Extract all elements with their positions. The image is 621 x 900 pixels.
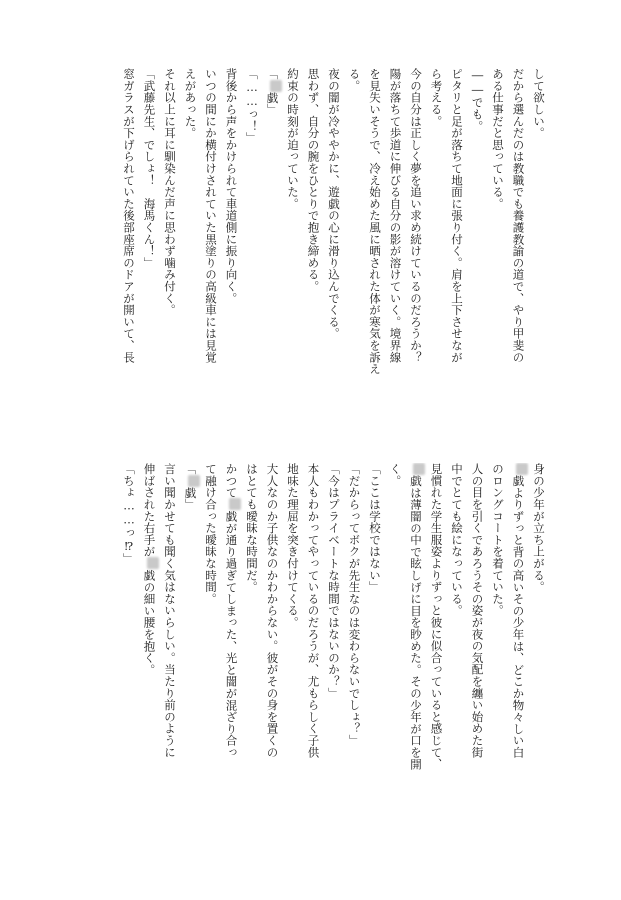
text-line: 「だからってボクが先生なのは変わらないでしょ？」 bbox=[347, 463, 362, 747]
text-line: だから選んだのは教職でも養護教諭の道で、やり甲斐の bbox=[511, 68, 526, 363]
text-line: 地味た理屈を突き付けてくる。 bbox=[286, 463, 300, 629]
text-line: る。 bbox=[347, 68, 362, 92]
text-line: それ以上に耳に馴染んだ声に思わず噛み付く。 bbox=[163, 68, 177, 316]
redacted-character bbox=[270, 80, 282, 92]
text-line: 「戯」 bbox=[183, 463, 198, 511]
text-line: 戯よりずっと背の高いその少年は、どこか物々しい白 bbox=[508, 463, 529, 803]
text-line: 本人もわかってやっているのだろうが、尤もらしく子供 bbox=[306, 463, 321, 758]
text-line: 言い聞かせても聞く気はないらしい。当たり前のように bbox=[163, 463, 177, 758]
text-line: 「戯」 bbox=[265, 68, 280, 116]
text-line: 約束の時刻が迫っていた。 bbox=[286, 68, 300, 210]
text-line: 戯は薄闇の中で眩しげに目を眇めた。その少年が口を開 bbox=[406, 463, 427, 803]
text-line: 陽が落ちて歩道に伸びる自分の影が溶けていく。境界線 bbox=[388, 68, 403, 363]
text-line: 今の自分は正しく夢を追い求め続けているのだろうか？ bbox=[409, 68, 423, 363]
text-line: 窓ガラスが下げられていた後部座席のドアが開いて、長 bbox=[122, 68, 136, 363]
text-line: 人の目を引くであろうその姿が夜の気配を纏い始めた街 bbox=[470, 463, 485, 758]
text-line: 背後から声をかけられて車道側に振り向く。 bbox=[224, 68, 239, 304]
text-line: 思わず、自分の腕をひとりで抱き締める。 bbox=[306, 68, 321, 293]
text-line: ある仕事だと思っている。 bbox=[491, 68, 505, 210]
redacted-character bbox=[188, 475, 200, 487]
lower-text-block bbox=[119, 463, 550, 803]
redacted-character bbox=[413, 463, 425, 475]
text-line: 見慣れた学生服姿よりずっと彼に似合っていると感じて、 bbox=[429, 463, 444, 770]
text-line: ら考える。 bbox=[429, 68, 444, 127]
text-line: 「ちょ……っ⁉」 bbox=[122, 463, 136, 565]
redacted-character bbox=[516, 463, 528, 475]
text-line: ――でも。 bbox=[470, 68, 485, 132]
text-line: て融け合った曖昧な時間。 bbox=[204, 463, 218, 605]
text-line: 身の少年が立ち上がる。 bbox=[532, 463, 546, 593]
text-line: 「……っ！」 bbox=[245, 68, 259, 144]
redacted-character bbox=[147, 557, 159, 569]
redacted-character bbox=[229, 498, 241, 510]
text-line: して欲しい。 bbox=[532, 68, 546, 139]
text-line: かつて戯が通り過ぎてしまった、光と闇が混ざり合っ bbox=[224, 463, 239, 759]
text-line: 「今はプライベートな時間ではないのか？」 bbox=[327, 463, 341, 699]
text-line: えがあった。 bbox=[183, 68, 198, 139]
text-line: を見失いそうで、冷え始めた風に晒された体が寒気を訴え bbox=[368, 68, 382, 375]
text-line: はとても曖昧な時間だ。 bbox=[245, 463, 259, 593]
text-line: ピタリと足が落ちて地面に張り付く。肩を上下させなが bbox=[450, 68, 464, 363]
text-line: 伸ばされた右手が戯の細い腰を抱く。 bbox=[142, 463, 157, 676]
text-line: 夜の闇が冷ややかに、遊戯の心に滑り込んでくる。 bbox=[327, 68, 341, 340]
text-line: く。 bbox=[388, 463, 403, 487]
text-line: 「ここは学校ではない」 bbox=[368, 463, 382, 593]
text-line: 大人なのか子供なのかわからない。彼がその身を置くの bbox=[265, 463, 280, 758]
text-line: 「武藤先生、でしょ！ 海馬くん！」 bbox=[142, 68, 157, 269]
text-line: 中でとても絵になっている。 bbox=[450, 463, 464, 617]
text-line: のロングコートを着ていた。 bbox=[491, 463, 505, 617]
text-line: いつの間にか横付けされていた黒塗りの高級車には見覚 bbox=[204, 68, 218, 363]
upper-text-block bbox=[119, 68, 550, 408]
